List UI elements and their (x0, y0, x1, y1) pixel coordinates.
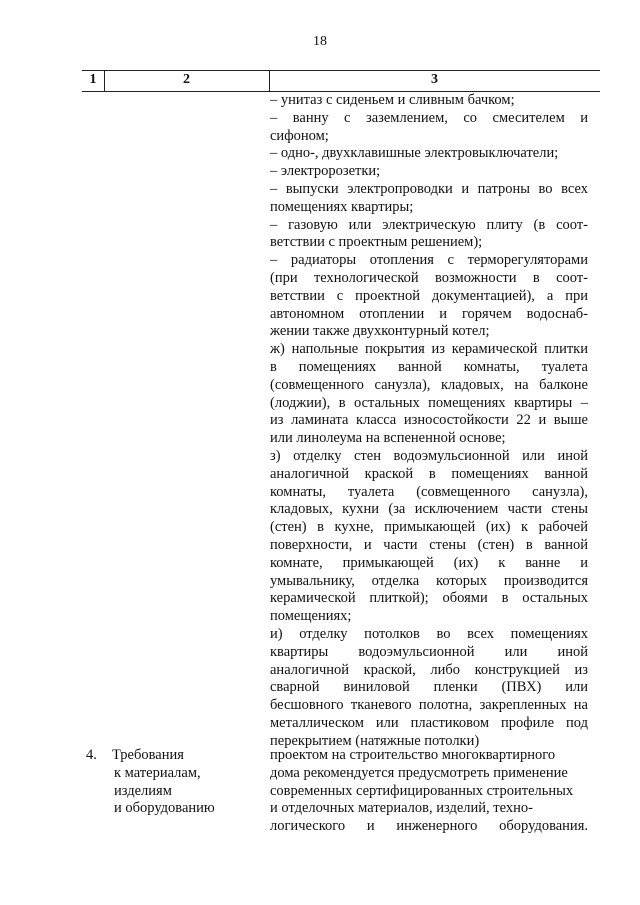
text-line: – унитаз с сиденьем и сливным бачком; (270, 92, 515, 108)
row-label (112, 747, 252, 818)
row-number: 4. (86, 747, 97, 763)
text-line: бесшовного тканевого полотна, закрепленных на (270, 697, 588, 714)
column-header-1: 1 (89, 72, 97, 87)
label-line: к материалам, (114, 764, 201, 781)
text-line: (стен) в кухне, примыкающей (их) к рабочей (270, 519, 588, 536)
text-line: в помещениях ванной комнаты, туалета (270, 358, 588, 375)
text-line: аналогичной краской, либо конструкцией из (270, 661, 588, 678)
text-line: поверхности, и части стены (стен) в ванной (270, 536, 588, 553)
row3-text-block (270, 92, 588, 750)
column-header-2: 2 (183, 72, 190, 87)
text-line: кладовых, кухни (за исключением части стены (270, 501, 588, 518)
text-line: жении также двухконтурный котел; (270, 323, 490, 340)
text-line: перекрытием (натяжные потолки) (270, 732, 480, 749)
text-line: металлическом или пластиковом профиле под (270, 714, 588, 731)
text-line: – радиаторы отопления с терморегуляторами (270, 252, 588, 269)
text-line: – одно-, двухклавишные электровыключатели; (270, 145, 559, 162)
text-line: и) отделку потолков во всех помещениях (270, 625, 588, 642)
row-text-block (270, 747, 588, 836)
label-line: и оборудованию (114, 800, 215, 817)
text-line: современных сертифицированных строительных (270, 782, 574, 799)
text-line: дома рекомендуется предусмотреть применение (270, 764, 568, 781)
text-line: керамической плиткой); обоями в остальных (270, 590, 588, 607)
text-line: ж) напольные покрытия из керамической плитки (270, 341, 588, 358)
text-line: помещениях квартиры; (270, 198, 414, 215)
text-line: комнате, примыкающей (их) к ванне и (270, 554, 588, 571)
text-line: (совмещенного санузла), кладовых, на балконе (270, 376, 588, 393)
text-line: автономном отоплении и горячем водоснаб- (270, 305, 588, 322)
column-header-3: 3 (431, 72, 438, 87)
table-header-row (82, 70, 600, 92)
text-line: помещениях; (270, 608, 352, 625)
text-line: квартиры водоэмульсионной или иной (270, 643, 588, 660)
text-line: ветствии с проектным решением); (270, 234, 483, 251)
page-number: 18 (313, 34, 327, 49)
text-line: – газовую или электрическую плиту (в соот- (270, 216, 588, 233)
text-line: сварной виниловой пленки (ПВХ) или (270, 679, 588, 696)
text-line: логического и инженерного оборудования. (270, 818, 588, 835)
text-line: проектом на строительство многоквартирного (270, 747, 556, 763)
text-line: из ламината класса износостойкости 22 и выше (270, 412, 588, 429)
text-line: сифоном; (270, 127, 329, 144)
text-line: – выпуски электропроводки и патроны во всех (270, 180, 588, 197)
text-line: или линолеума на вспененной основе; (270, 430, 506, 447)
text-line: – электророзетки; (270, 163, 381, 180)
text-line: з) отделку стен водоэмульсионной или иной (270, 447, 588, 464)
text-line: и отделочных материалов, изделий, техно- (270, 800, 533, 817)
text-line: умывальнику, отделка которых производится (270, 572, 588, 589)
label-line: Требования (112, 747, 184, 763)
text-line: ветствии с проектной документацией), а при (270, 287, 588, 304)
label-line: изделиям (114, 782, 172, 799)
text-line: аналогичной краской в помещениях ванной (270, 465, 588, 482)
text-line: (лоджии), в остальных помещениях квартиры – (270, 394, 588, 411)
text-line: комнаты, туалета (совмещенного санузла), (270, 483, 588, 500)
text-line: (при технологической возможности в соот- (270, 269, 588, 286)
text-line: – ванну с заземлением, со смесителем и (270, 109, 588, 126)
